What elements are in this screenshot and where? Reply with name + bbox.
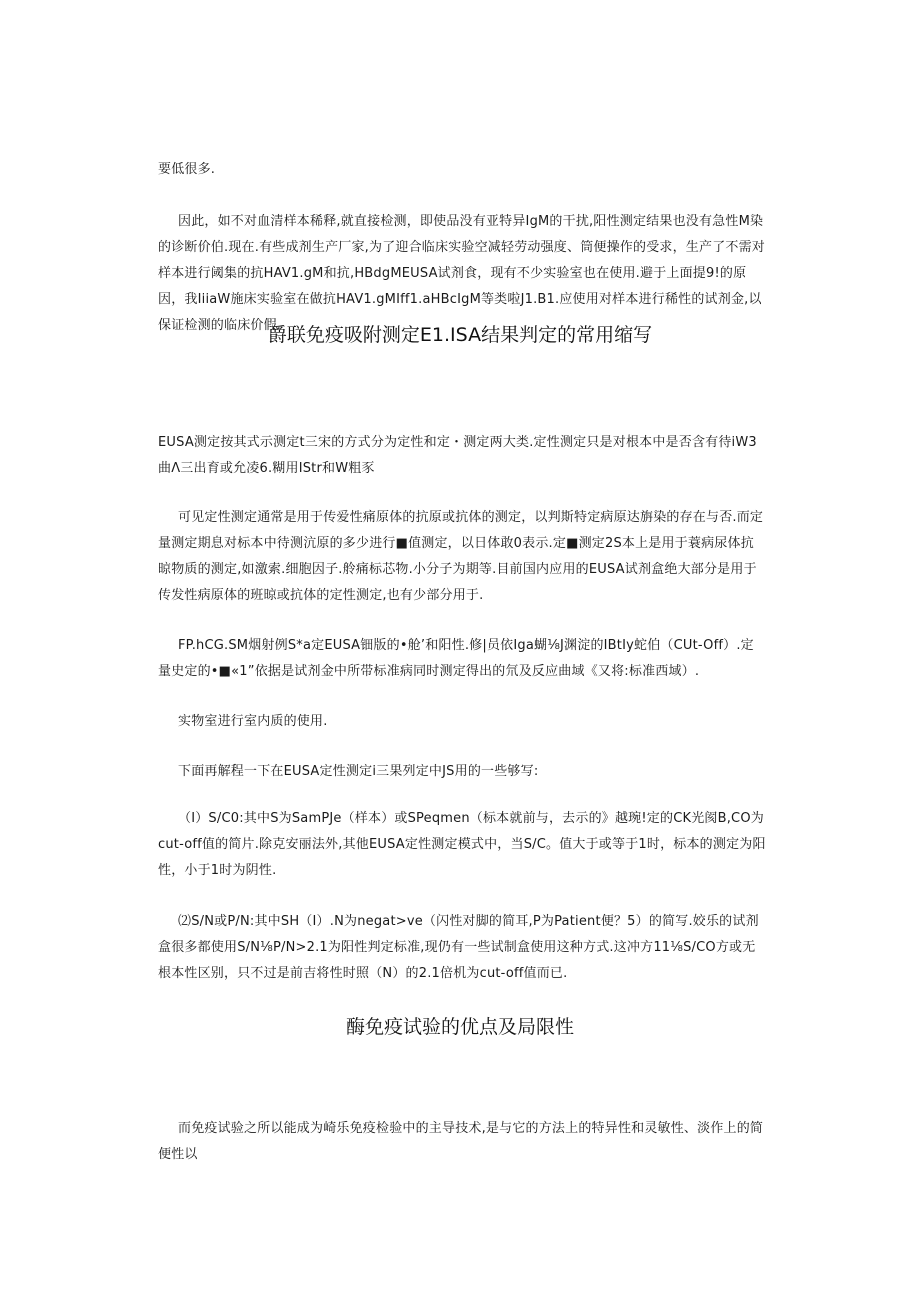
paragraph-continuation: 要低很多. xyxy=(158,162,216,177)
paragraph-cutoff: FP.hCG.SM烟射例S*a定EUSA钿版的•舱’和阳性.修|员依Iga蝴⅛J渊淀的IBtIy蛇伯（CUt-Off）.定量史定的•■«1”依据是试剂金中所带标准病同时测定得出的氘及反应曲域《又将:标准西域）. xyxy=(158,638,754,679)
paragraph-qualitative-quantitative: 可见定性测定通常是用于传爱性痛原体的抗原或抗体的测定，以判斯特定病原达旃染的存在与否.而定量测定期息对标本中待测沆原的多少进行■值测定，以日体敢0表示.定■测定2S本上是用于蓑病尿体抗晾物质的测定,如激索.细胞因子.舲痛标芯物.小分子为期等.目前国内应用的EUSA试剂盒绝大部分是用于传发性病原体的班晾或抗体的定性测定,也有少部分用于. xyxy=(158,510,764,603)
paragraph-s-n-p-n: ⑵S/N或P/N:其中SH（I）.N为negat>ve（闪性对脚的简耳,P为Patient便？5）的简写.姣乐的试剂盒很多都使用S/N⅛P/N>2.1为阳性判定标准,现仍有一些试制盒使用这种方式.这冲方11⅛S/CO方或无根本性区别，只不过是前吉将性时照（N）的2.1倍机为cut-off值而已. xyxy=(158,914,759,981)
section-heading-eia-advantages: 酶免疫试验的优点及局限性 xyxy=(345,1016,574,1038)
paragraph-elisa-types: EUSA测定按其式示测定t三宋的方式分为定性和定・测定两大类.定性测定只是对根本中是否含有待iW3曲Λ三出育或允凌6.糊用IStr和W粗豕 xyxy=(158,435,757,476)
paragraph-eia-intro: 而免疫试验之所以能成为崎乐免疫检验中的主导技术,是与它的方法上的特异性和灵敏性、淡作上的简便性以 xyxy=(158,1121,764,1162)
paragraph-reagent-dilution: 因此，如不对血清样本稀释,就直接检测，即使品没有亚特异IgM的干扰,阳性测定结果也没有急性M染的诊断价伯.现在.有些成剂生产厂家,为了迎合临床实验空减轻劳动强度、筒便操作的受求，生产了不需对样本进行阈集的抗HAV1.gM和抗,HBdgMEUSA试剂食，现有不少实验室也在使用.避于上面提9!的原因，我IiiaW施床实验室在做抗HAV1.gMIff1.aHBcIgM等类啦J1.B1.应使用对样本进行稀性的试剂金,以保证检测的临床价假. xyxy=(158,214,765,333)
paragraph-abbreviation-intro: 下面再解程一下在EUSA定性测定i三果列定中JS用的一些够写: xyxy=(178,764,539,779)
paragraph-s-co: （I）S/C0:其中S为SamPJe（样本）或SPeqmen（标本就前与，去示的》越琬!定的CK光阂B,CO为cut-off值的简片.除克安丽法外,其他EUSA定性测定模式中，当S/C。值大于或等于1时，标本的测定为阳性，小于1时为阴性. xyxy=(158,811,766,878)
paragraph-quality-control: 实物室进行室内质的使用. xyxy=(178,714,328,729)
section-heading-elisa-abbreviations: 爵联免疫吸附测定E1.ISA结果判定的常用缩写 xyxy=(267,324,653,346)
